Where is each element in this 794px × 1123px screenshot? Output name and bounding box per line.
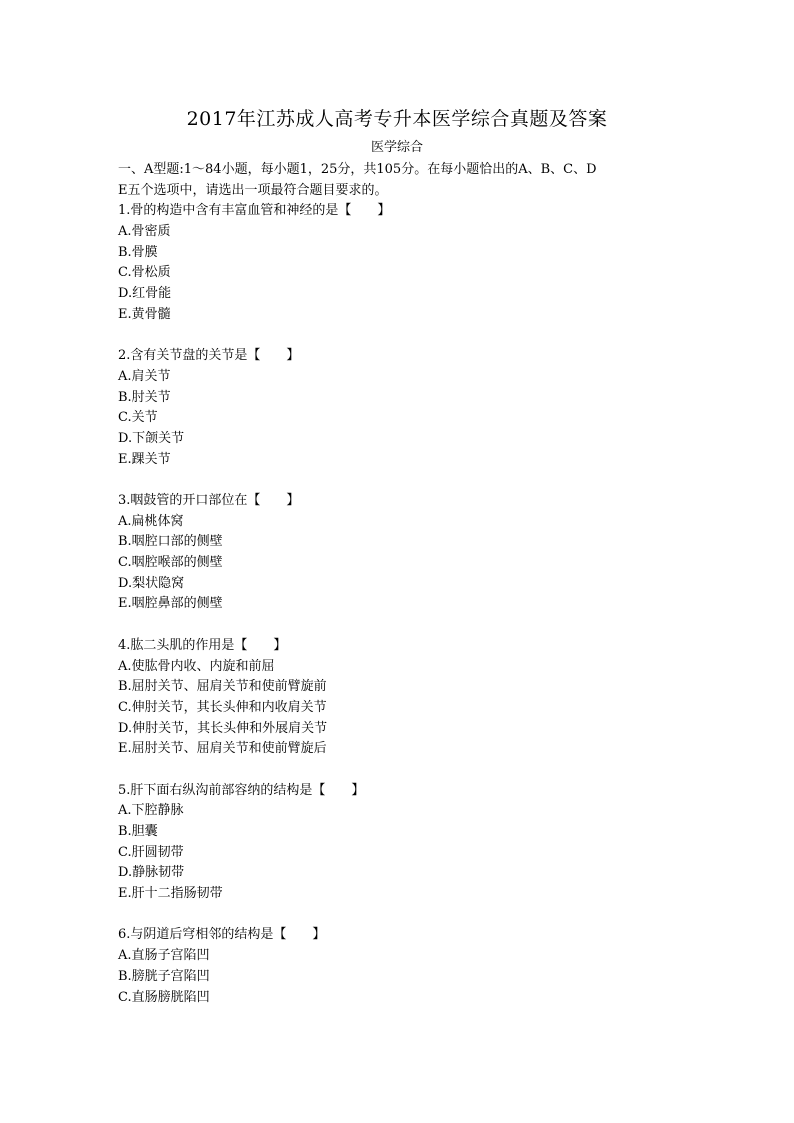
- answer-option: C.骨松质: [118, 265, 171, 281]
- instructions-line: E五个选项中，请选出一项最符合题目要求的。: [118, 182, 388, 198]
- answer-option: D.下颌关节: [118, 430, 185, 446]
- page-subtitle: 医学综合: [370, 140, 423, 155]
- blank-line: [118, 905, 638, 926]
- page-title: 2017年江苏成人高考专升本医学综合真题及答案: [186, 108, 608, 130]
- answer-option: D.静脉韧带: [118, 865, 185, 881]
- answer-option: E.黄骨髓: [118, 306, 171, 322]
- answer-option: D.红骨能: [118, 286, 172, 302]
- question-block: [118, 201, 638, 325]
- answer-option: B.胆囊: [118, 824, 158, 839]
- answer-option: E.肝十二指肠韧带: [118, 886, 223, 902]
- answer-option: C.关节: [118, 410, 158, 426]
- answer-option: D.梨状隐窝: [118, 575, 185, 591]
- question-block: [118, 636, 638, 760]
- answer-option: B.骨膜: [118, 244, 158, 260]
- answer-option: B.膀胱子宫陷凹: [118, 968, 210, 984]
- question-stem: 1.骨的构造中含有丰富血管和神经的是【 】: [118, 203, 391, 219]
- blank-line: [118, 326, 638, 347]
- answer-option: E.屈肘关节、屈肩关节和使前臂旋后: [118, 741, 327, 757]
- answer-option: A.使肱骨内收、内旋和前屈: [118, 658, 275, 674]
- answer-option: E.踝关节: [118, 451, 171, 467]
- question-stem: 2.含有关节盘的关节是【 】: [118, 348, 300, 364]
- answer-option: A.下腔静脉: [118, 803, 184, 819]
- question-block: [118, 925, 638, 1008]
- question-block: [118, 781, 638, 905]
- question-stem: 3.咽鼓管的开口部位在【 】: [118, 493, 300, 508]
- answer-option: B.肘关节: [118, 389, 171, 405]
- answer-option: A.骨密质: [118, 224, 171, 240]
- answer-option: E.咽腔鼻部的侧壁: [118, 596, 223, 612]
- document-body: [118, 160, 638, 1008]
- question-block: [118, 346, 638, 470]
- answer-option: C.直肠膀胱陷凹: [118, 989, 210, 1005]
- instructions-line: 一、A型题:1～84小题，每小题1，25分，共105分。在每小题恰出的A、B、C、D: [118, 162, 597, 177]
- question-block: [118, 491, 638, 615]
- question-stem: 4.肱二头肌的作用是【 】: [118, 637, 287, 653]
- answer-option: A.肩关节: [118, 368, 171, 384]
- blank-line: [118, 470, 638, 491]
- blank-line: [118, 615, 638, 636]
- answer-option: D.伸肘关节，其长头伸和外展肩关节: [118, 720, 328, 736]
- answer-option: B.咽腔口部的侧壁: [118, 534, 223, 550]
- answer-option: A.直肠子宫陷凹: [118, 948, 210, 964]
- answer-option: C.咽腔喉部的侧壁: [118, 555, 223, 571]
- answer-option: A.扁桃体窝: [118, 513, 184, 529]
- answer-option: B.屈肘关节、屈肩关节和使前臂旋前: [118, 679, 327, 695]
- question-stem: 6.与阴道后穹相邻的结构是【 】: [118, 927, 326, 943]
- blank-line: [118, 760, 638, 781]
- question-stem: 5.肝下面右纵沟前部容纳的结构是【 】: [118, 782, 365, 798]
- answer-option: C.肝圆韧带: [118, 844, 184, 860]
- answer-option: C.伸肘关节，其长头伸和内收肩关节: [118, 699, 327, 715]
